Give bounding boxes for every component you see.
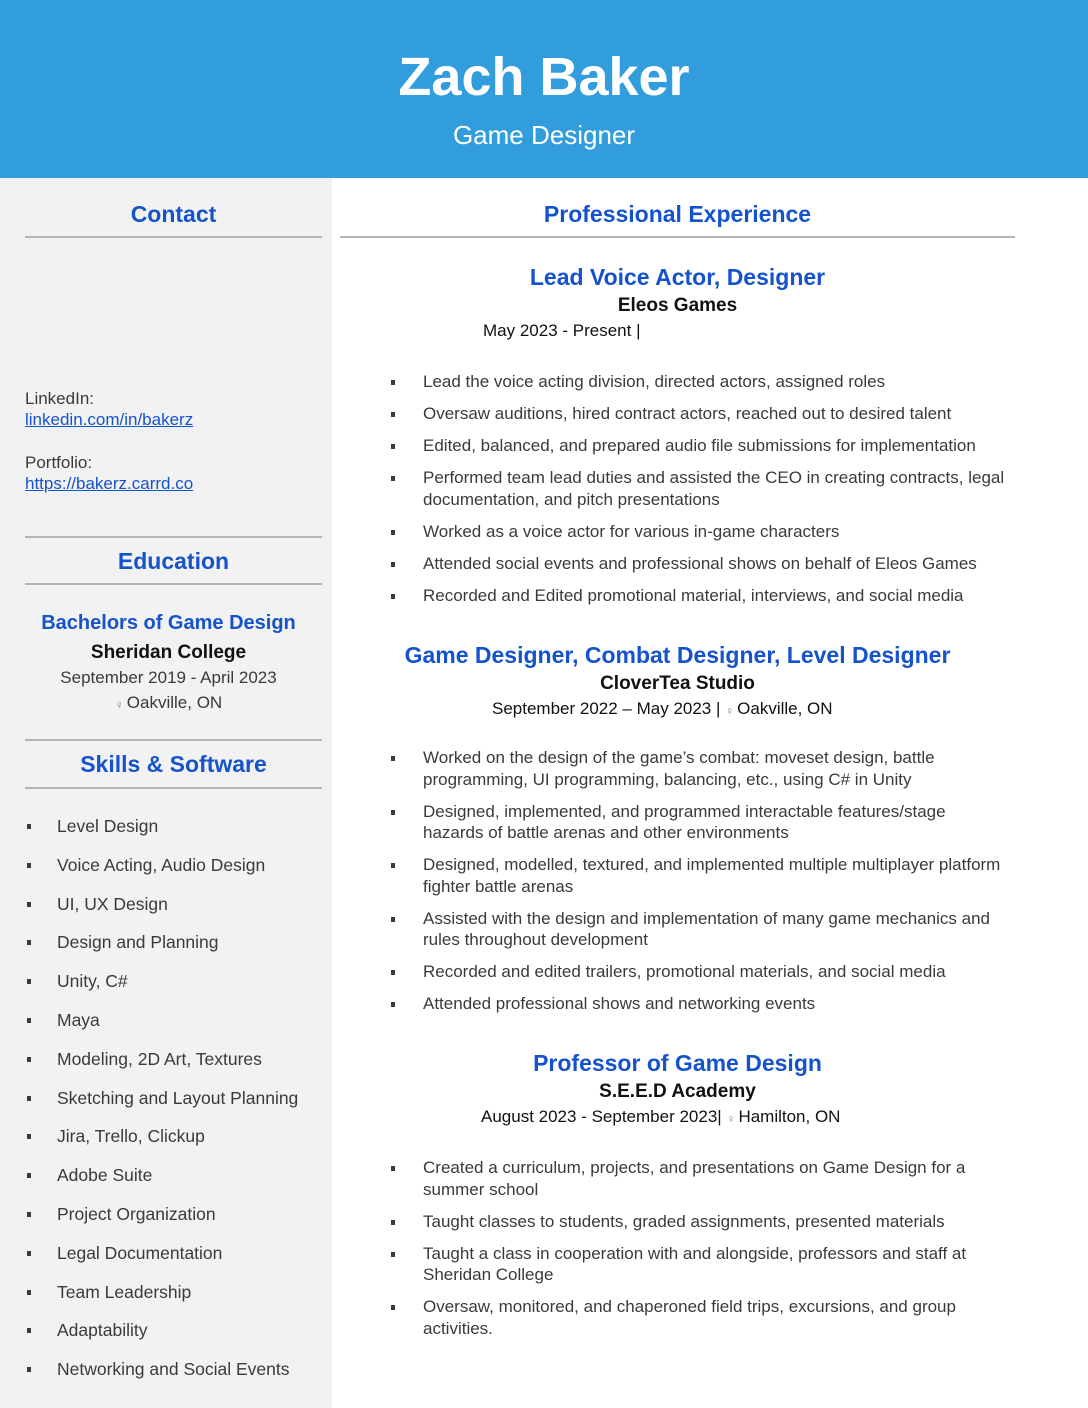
job-bullets bbox=[390, 1157, 1010, 1350]
bullet-icon bbox=[391, 444, 395, 449]
bullet-text: Edited, balanced, and prepared audio file submissions for implementation bbox=[423, 436, 976, 455]
job-location: Hamilton, ON bbox=[738, 1107, 841, 1126]
bullet-icon bbox=[27, 1057, 31, 1062]
skill-text: Level Design bbox=[57, 816, 159, 836]
bullet-icon bbox=[391, 412, 395, 417]
resume-header bbox=[0, 0, 1088, 178]
bullet-text: Attended social events and professional shows on behalf of Eleos Games bbox=[423, 553, 977, 573]
job-company: S.E.E.D Academy bbox=[599, 1081, 756, 1102]
job-location: Oakville, ON bbox=[737, 699, 833, 718]
job-bullet bbox=[390, 467, 1010, 510]
education-dates: September 2019 - April 2023 bbox=[60, 668, 277, 687]
portfolio-link[interactable]: https://bakerz.carrd.co bbox=[25, 474, 194, 493]
skill-text: UI, UX Design bbox=[57, 893, 168, 914]
bullet-icon bbox=[27, 1018, 31, 1023]
divider bbox=[25, 536, 322, 538]
skill-text: Project Organization bbox=[57, 1203, 216, 1224]
school-name: Sheridan College bbox=[90, 642, 247, 663]
linkedin-link[interactable]: linkedin.com/in/bakerz bbox=[25, 410, 194, 429]
job-bullet bbox=[390, 1243, 1010, 1286]
skill-item bbox=[25, 970, 325, 1009]
bullet-text: Designed, modelled, textured, and implemented multiple multiplayer platform fighter battle arenas bbox=[423, 855, 1001, 896]
bullet-icon bbox=[391, 1166, 395, 1171]
job-company: Eleos Games bbox=[617, 295, 738, 316]
bullet-text: Taught a class in cooperation with and alongside, professors and staff at Sheridan College bbox=[423, 1243, 967, 1284]
divider bbox=[25, 739, 322, 741]
skill-item bbox=[25, 1164, 325, 1203]
skill-text: Voice Acting, Audio Design bbox=[57, 854, 266, 875]
bullet-icon bbox=[391, 1002, 395, 1007]
bullet-icon bbox=[391, 380, 395, 385]
location-pin-icon: ♀ bbox=[114, 698, 124, 712]
divider bbox=[340, 236, 1015, 238]
bullet-text: Attended professional shows and networking events bbox=[423, 994, 816, 1013]
job-title: Game Designer, Combat Designer, Level Designer bbox=[404, 642, 951, 668]
bullet-icon bbox=[391, 476, 395, 481]
location-pin-icon: ♀ bbox=[725, 704, 735, 718]
skills-list bbox=[25, 815, 325, 1397]
skill-text: Unity, C# bbox=[57, 971, 128, 992]
job-bullet bbox=[390, 403, 1010, 425]
skill-text: Modeling, 2D Art, Textures bbox=[57, 1048, 262, 1069]
job-bullet bbox=[390, 585, 1010, 607]
skill-text: Adaptability bbox=[57, 1320, 148, 1341]
location-pin-icon: ♀ bbox=[726, 1112, 736, 1126]
bullet-text: Designed, implemented, and programmed interactable features/stage hazards of battle arenas and other environments bbox=[423, 801, 946, 842]
experience-heading: Professional Experience bbox=[543, 201, 812, 227]
bullet-icon bbox=[391, 863, 395, 868]
job-title: Lead Voice Actor, Designer bbox=[529, 264, 826, 290]
job-title: Professor of Game Design bbox=[533, 1050, 822, 1076]
job-bullet bbox=[390, 801, 1010, 844]
skill-item bbox=[25, 1009, 325, 1048]
job-bullet bbox=[390, 553, 1010, 575]
skill-item bbox=[25, 1358, 325, 1397]
job-bullet bbox=[390, 435, 1010, 457]
skill-item bbox=[25, 815, 325, 854]
portfolio-label: Portfolio: bbox=[25, 453, 93, 472]
bullet-icon bbox=[27, 1328, 31, 1333]
skill-text: Adobe Suite bbox=[57, 1165, 153, 1186]
skill-item bbox=[25, 1087, 325, 1126]
skill-item bbox=[25, 1319, 325, 1358]
divider bbox=[25, 583, 322, 585]
education-location-text: Oakville, ON bbox=[126, 693, 223, 712]
bullet-icon bbox=[391, 970, 395, 975]
bullet-text: Oversaw auditions, hired contract actors, reached out to desired talent bbox=[423, 404, 952, 423]
job-meta bbox=[481, 1107, 840, 1127]
bullet-icon bbox=[27, 1212, 31, 1217]
divider bbox=[25, 236, 322, 238]
skill-item bbox=[25, 1048, 325, 1087]
job-bullet bbox=[390, 993, 1010, 1015]
skill-text: Networking and Social Events bbox=[57, 1359, 290, 1380]
bullet-icon bbox=[391, 562, 395, 567]
bullet-text: Assisted with the design and implementation of many game mechanics and rules throughout development bbox=[423, 908, 990, 949]
skill-text: Legal Documentation bbox=[57, 1242, 223, 1263]
job-meta bbox=[483, 321, 641, 341]
person-name: Zach Baker bbox=[398, 47, 690, 107]
job-bullet bbox=[390, 371, 1010, 393]
person-role: Game Designer bbox=[452, 120, 636, 150]
bullet-text: Taught classes to students, graded assignments, presented materials bbox=[423, 1211, 945, 1231]
bullet-icon bbox=[391, 1305, 395, 1310]
skill-text: Maya bbox=[57, 1009, 100, 1030]
bullet-icon bbox=[391, 917, 395, 922]
bullet-icon bbox=[391, 1220, 395, 1225]
job-meta bbox=[492, 699, 833, 719]
skill-item bbox=[25, 1281, 325, 1320]
bullet-text: Worked as a voice actor for various in-game characters bbox=[423, 521, 840, 541]
job-company: CloverTea Studio bbox=[600, 673, 755, 694]
bullet-icon bbox=[27, 979, 31, 984]
job-bullet bbox=[390, 1157, 1010, 1200]
skill-item bbox=[25, 931, 325, 970]
skill-item bbox=[25, 1242, 325, 1281]
job-bullets bbox=[390, 371, 1010, 617]
divider bbox=[25, 787, 322, 789]
job-dates: May 2023 - Present | bbox=[483, 321, 641, 340]
bullet-text: Worked on the design of the game’s combat: moveset design, battle programming, UI programming, balancing, etc., using C# in Unity bbox=[423, 748, 935, 789]
bullet-icon bbox=[391, 810, 395, 815]
skill-text: Design and Planning bbox=[57, 932, 219, 953]
bullet-text: Recorded and edited trailers, promotional materials, and social media bbox=[423, 962, 946, 981]
bullet-icon bbox=[27, 1173, 31, 1178]
bullet-text: Lead the voice acting division, directed actors, assigned roles bbox=[423, 372, 886, 391]
bullet-icon bbox=[27, 1367, 31, 1372]
skill-item bbox=[25, 893, 325, 932]
skills-heading: Skills & Software bbox=[80, 751, 267, 777]
bullet-icon bbox=[391, 530, 395, 535]
bullet-icon bbox=[27, 1096, 31, 1101]
contact-heading: Contact bbox=[130, 201, 217, 227]
bullet-icon bbox=[391, 1252, 395, 1257]
skill-item bbox=[25, 1125, 325, 1164]
bullet-icon bbox=[27, 902, 31, 907]
degree-title: Bachelors of Game Design bbox=[41, 612, 296, 634]
job-bullet bbox=[390, 1296, 1010, 1339]
job-bullet bbox=[390, 908, 1010, 951]
job-bullet bbox=[390, 961, 1010, 983]
bullet-text: Recorded and Edited promotional material, interviews, and social media bbox=[423, 585, 964, 605]
skill-text: Sketching and Layout Planning bbox=[57, 1087, 299, 1108]
skill-text: Jira, Trello, Clickup bbox=[57, 1126, 205, 1147]
bullet-icon bbox=[27, 863, 31, 868]
job-bullet bbox=[390, 854, 1010, 897]
bullet-icon bbox=[27, 1251, 31, 1256]
skill-item bbox=[25, 1203, 325, 1242]
linkedin-label: LinkedIn: bbox=[25, 389, 94, 408]
bullet-text: Created a curriculum, projects, and presentations on Game Design for a summer school bbox=[423, 1158, 966, 1199]
job-bullet bbox=[390, 1211, 1010, 1233]
skill-item bbox=[25, 854, 325, 893]
bullet-icon bbox=[27, 1290, 31, 1295]
bullet-icon bbox=[391, 756, 395, 761]
education-location bbox=[25, 693, 312, 713]
bullet-icon bbox=[391, 594, 395, 599]
bullet-icon bbox=[27, 824, 31, 829]
bullet-icon bbox=[27, 1134, 31, 1139]
bullet-text: Performed team lead duties and assisted the CEO in creating contracts, legal documentation, and pitch presentations bbox=[423, 468, 1005, 509]
bullet-text: Oversaw, monitored, and chaperoned field trips, excursions, and group activities. bbox=[423, 1297, 956, 1338]
skill-text: Team Leadership bbox=[57, 1281, 192, 1302]
education-heading: Education bbox=[117, 548, 230, 574]
bullet-icon bbox=[27, 940, 31, 945]
job-bullet bbox=[390, 521, 1010, 543]
job-bullet bbox=[390, 747, 1010, 790]
job-dates: August 2023 - September 2023| bbox=[481, 1107, 722, 1126]
job-dates: September 2022 – May 2023 | bbox=[492, 699, 721, 718]
job-bullets bbox=[390, 747, 1010, 1025]
